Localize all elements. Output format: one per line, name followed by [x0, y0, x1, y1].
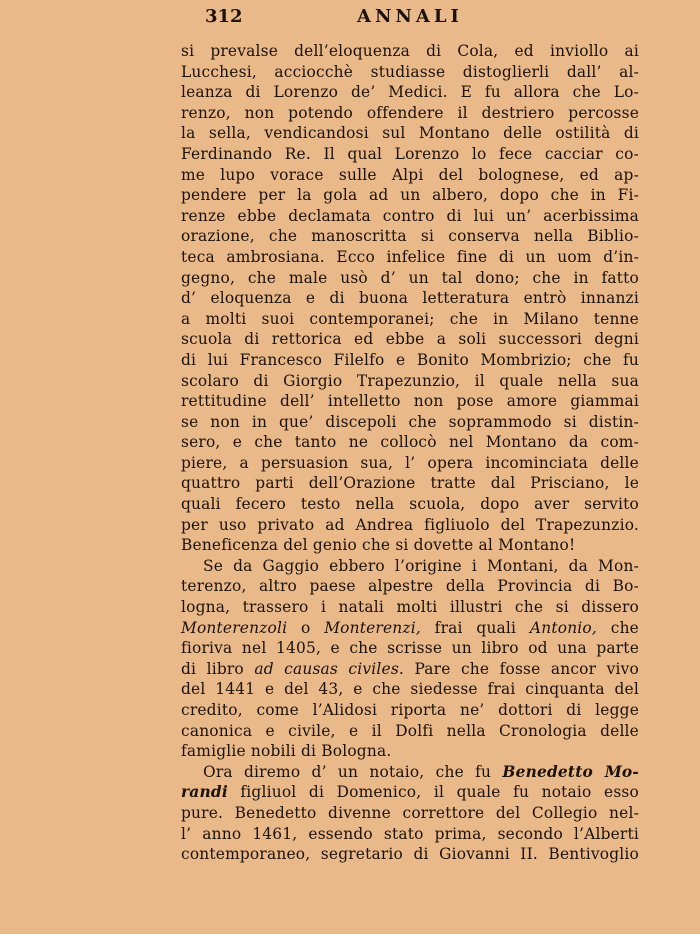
text-line: per uso privato ad Andrea figliuolo del Trapezunzio. [181, 515, 639, 534]
text-line: a molti suoi contemporanei; che in Milano tenne [181, 309, 639, 328]
text-line: Ferdinando Re. Il qual Lorenzo lo fece cacciar co- [181, 144, 639, 163]
plain-text: Ora diremo d’ un notaio, che fu [203, 762, 503, 781]
text-line: di lui Francesco Filelfo e Bonito Mombrizio; che fu [181, 350, 639, 369]
body-text [181, 41, 639, 865]
italic-text: Monterenzoli [181, 618, 288, 637]
plain-text: o [287, 618, 325, 637]
text-line: orazione, che manoscritta si conserva nella Biblio- [181, 227, 639, 246]
text-line-mixed [181, 618, 639, 639]
plain-text: figliuol di Domenico, il quale fu notaio esso [227, 783, 639, 802]
italic-text: ad causas civiles. [254, 659, 405, 678]
text-line: me lupo vorace sulle Alpi del bolognese, ed ap- [181, 165, 639, 184]
text-line-mixed [181, 782, 639, 803]
text-line: sero, e che tanto ne collocò nel Montano da com- [181, 433, 639, 452]
text-line: renzo, non potendo offendere il destriero percosse [181, 103, 639, 122]
text-line: pure. Benedetto divenne correttore del Collegio nel- [181, 803, 639, 822]
text-line: renze ebbe declamata contro di lui un’ acerbissima [181, 206, 639, 225]
text-line: Se da Gaggio ebbero l’origine i Montani, da Mon- [203, 556, 639, 575]
text-line: leanza di Lorenzo de’ Medici. E fu allora che Lo- [181, 83, 639, 102]
text-line: piere, a persuasion sua, l’ opera incominciata delle [181, 453, 639, 472]
italic-name: randi [181, 783, 228, 802]
text-line: rettitudine dell’ intelletto non pose amore giammai [181, 392, 639, 411]
text-line: teca ambrosiana. Ecco infelice fine di un uom d’in- [181, 247, 639, 266]
text-line: famiglie nobili di Bologna. [181, 742, 392, 761]
italic-text: Antonio, [529, 618, 597, 637]
text-line: la sella, vendicandosi sul Montano delle ostilità di [181, 124, 639, 143]
text-line: quali fecero testo nella scuola, dopo aver servito [181, 495, 639, 514]
text-line: del 1441 e del 43, e che siedesse frai cinquanta del [181, 680, 639, 699]
running-title: ANNALI [357, 6, 463, 27]
text-line: scolaro di Giorgio Trapezunzio, il quale nella sua [181, 371, 639, 390]
running-head [205, 6, 675, 28]
text-line: d’ eloquenza e di buona letteratura entrò innanzi [181, 289, 639, 308]
text-line: Lucchesi, acciocchè studiasse distoglierli dall’ al- [181, 62, 639, 81]
plain-text: Pare che fosse ancor vivo [404, 659, 639, 678]
text-line: credito, come l’Alidosi riporta ne’ dottori di legge [181, 701, 639, 719]
plain-text: frai quali [420, 618, 530, 637]
text-line: Beneficenza del genio che si dovette al Montano! [181, 536, 576, 555]
text-line-mixed [181, 762, 639, 783]
text-line: quattro parti dell’Orazione tratte dal Prisciano, le [181, 474, 639, 493]
text-line: si prevalse dell’eloquenza di Cola, ed inviollo ai [181, 42, 639, 60]
page-number: 312 [205, 6, 243, 27]
italic-name: Benedetto Mo- [502, 762, 639, 781]
text-line: gegno, che male usò d’ un tal dono; che in fatto [181, 268, 639, 287]
text-line: contemporaneo, segretario di Giovanni II. Bentivoglio [181, 845, 639, 864]
italic-text: Monterenzi, [324, 618, 421, 637]
plain-text: di libro [181, 659, 255, 678]
text-line: fioriva nel 1405, e che scrisse un libro od una parte [181, 639, 639, 658]
text-line-mixed [181, 659, 639, 680]
text-line: pendere per la gola ad un albero, dopo che in Fi- [181, 186, 639, 205]
text-line: canonica e civile, e il Dolfi nella Cronologia delle [181, 721, 639, 740]
text-line: l’ anno 1461, essendo stato prima, secondo l’Alberti [181, 824, 639, 843]
text-line: scuola di rettorica ed ebbe a soli successori degni [181, 330, 639, 349]
text-line: terenzo, altro paese alpestre della Provincia di Bo- [181, 577, 639, 596]
text-line: logna, trassero i natali molti illustri che si dissero [181, 598, 639, 617]
plain-text: che [597, 618, 639, 637]
text-line: se non in que’ discepoli che soprammodo si distin- [181, 412, 639, 431]
